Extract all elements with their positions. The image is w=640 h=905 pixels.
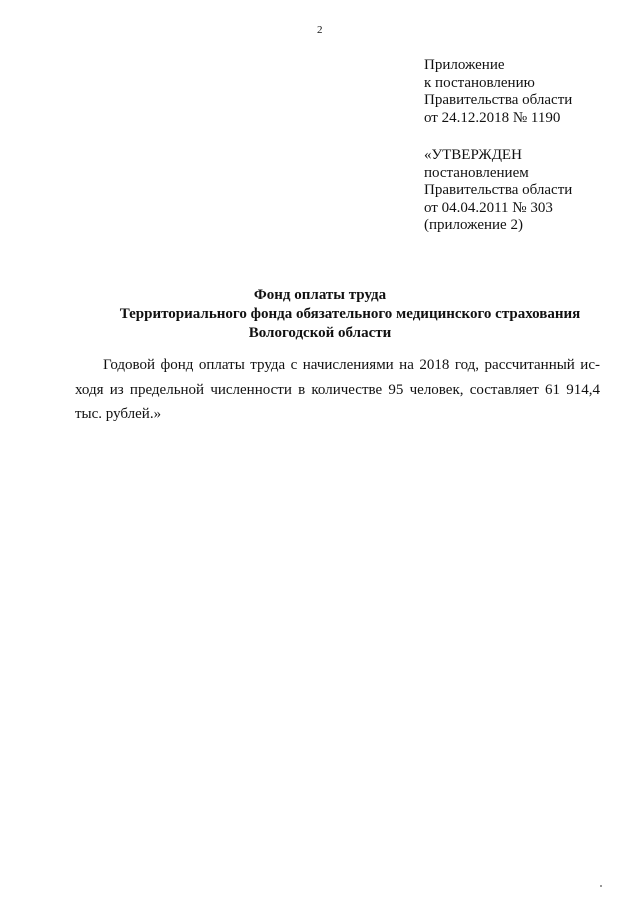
- approval-line: от 04.04.2011 № 303: [424, 199, 553, 216]
- body-line: тыс. рублей.»: [75, 406, 162, 422]
- attachment-reference-block: [424, 57, 572, 127]
- page-number: 2: [317, 24, 323, 36]
- title-line: Вологодской области: [248, 325, 392, 341]
- title-line: Территориального фонда обязательного медицинского страхования: [119, 306, 581, 322]
- attachment-line: Приложение: [424, 57, 505, 73]
- approval-line: постановлением: [424, 164, 529, 181]
- body-paragraph: [75, 353, 600, 427]
- scan-artifact-dot: [600, 885, 602, 887]
- approval-stamp-block: [424, 147, 572, 235]
- body-line: ходя из предельной численности в количестве 95 человек, составляет 61 914,4: [75, 381, 600, 398]
- document-title: [0, 286, 640, 343]
- approval-line: «УТВЕРЖДЕН: [424, 147, 522, 163]
- attachment-line: к постановлению: [424, 74, 535, 91]
- approval-line: Правительства области: [424, 182, 573, 198]
- attachment-line: Правительства области: [424, 92, 573, 108]
- body-line: Годовой фонд оплаты труда с начислениями на 2018 год, рассчитанный ис-: [103, 357, 600, 373]
- attachment-line: от 24.12.2018 № 1190: [424, 109, 561, 126]
- approval-line: (приложение 2): [424, 217, 523, 233]
- title-line: Фонд оплаты труда: [253, 287, 387, 303]
